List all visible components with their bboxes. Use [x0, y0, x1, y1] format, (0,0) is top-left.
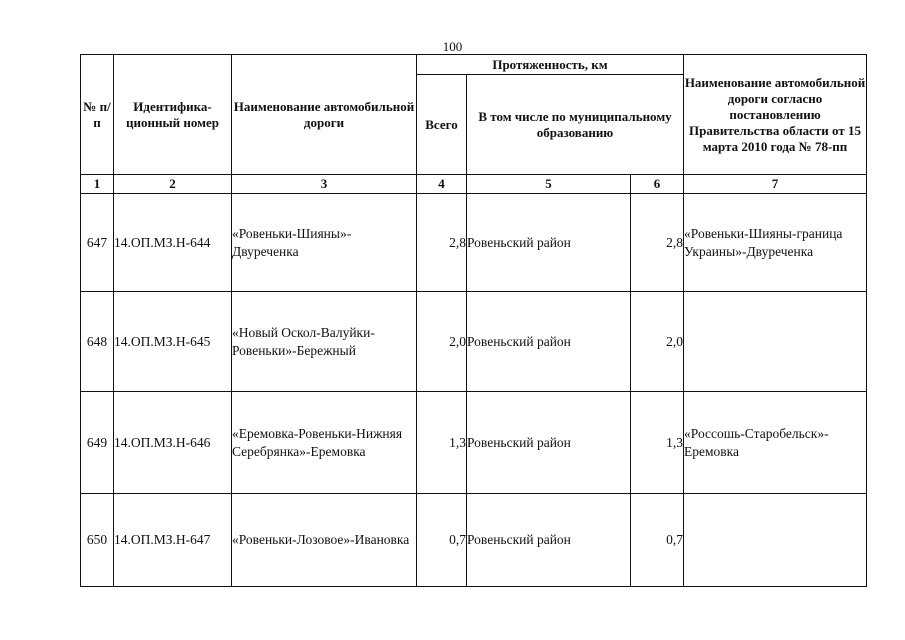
district: Ровеньский район — [467, 292, 631, 392]
length-district: 2,8 — [631, 194, 684, 292]
old-road-name: «Россошь-Старобельск»-Еремовка — [684, 392, 867, 494]
header-old-name: Наименование автомобильной дороги согласно постановлению Правительства области от 15 марта 2010 года № 78-пп — [684, 55, 867, 175]
header-incl: В том числе по муниципальному образованию — [467, 75, 684, 175]
header-num: № п/п — [81, 55, 114, 175]
old-road-name — [684, 292, 867, 392]
district: Ровеньский район — [467, 392, 631, 494]
road-name: «Ровеньки-Шияны»-Двуреченка — [232, 194, 417, 292]
header-total: Всего — [417, 75, 467, 175]
table-row — [81, 194, 867, 292]
road-name: «Еремовка-Ровеньки-Нижняя Серебрянка»-Еремовка — [232, 392, 417, 494]
table-row — [81, 392, 867, 494]
length-district: 0,7 — [631, 494, 684, 587]
col-index: 5 — [467, 175, 631, 194]
old-road-name: «Ровеньки-Шияны-граница Украины»-Двуреченка — [684, 194, 867, 292]
col-index: 2 — [114, 175, 232, 194]
road-id: 14.ОП.МЗ.Н-645 — [114, 292, 232, 392]
old-road-name — [684, 494, 867, 587]
row-number: 647 — [81, 194, 114, 292]
col-index: 4 — [417, 175, 467, 194]
table-row — [81, 494, 867, 587]
road-id: 14.ОП.МЗ.Н-647 — [114, 494, 232, 587]
road-id: 14.ОП.МЗ.Н-646 — [114, 392, 232, 494]
header-length-group: Протяженность, км — [417, 55, 684, 75]
road-id: 14.ОП.МЗ.Н-644 — [114, 194, 232, 292]
header-road-name: Наименование автомобильной дороги — [232, 55, 417, 175]
row-number: 649 — [81, 392, 114, 494]
row-number: 648 — [81, 292, 114, 392]
roads-table — [80, 54, 867, 587]
district: Ровеньский район — [467, 494, 631, 587]
road-name: «Ровеньки-Лозовое»-Ивановка — [232, 494, 417, 587]
length-district: 1,3 — [631, 392, 684, 494]
length-total: 1,3 — [417, 392, 467, 494]
length-district: 2,0 — [631, 292, 684, 392]
page-number: 100 — [442, 39, 463, 54]
header-id: Идентифика-ционный номер — [114, 55, 232, 175]
col-index: 3 — [232, 175, 417, 194]
district: Ровеньский район — [467, 194, 631, 292]
length-total: 2,8 — [417, 194, 467, 292]
col-index: 6 — [631, 175, 684, 194]
col-index: 7 — [684, 175, 867, 194]
length-total: 2,0 — [417, 292, 467, 392]
table-row — [81, 292, 867, 392]
row-number: 650 — [81, 494, 114, 587]
col-index: 1 — [81, 175, 114, 194]
road-name: «Новый Оскол-Валуйки-Ровеньки»-Бережный — [232, 292, 417, 392]
length-total: 0,7 — [417, 494, 467, 587]
